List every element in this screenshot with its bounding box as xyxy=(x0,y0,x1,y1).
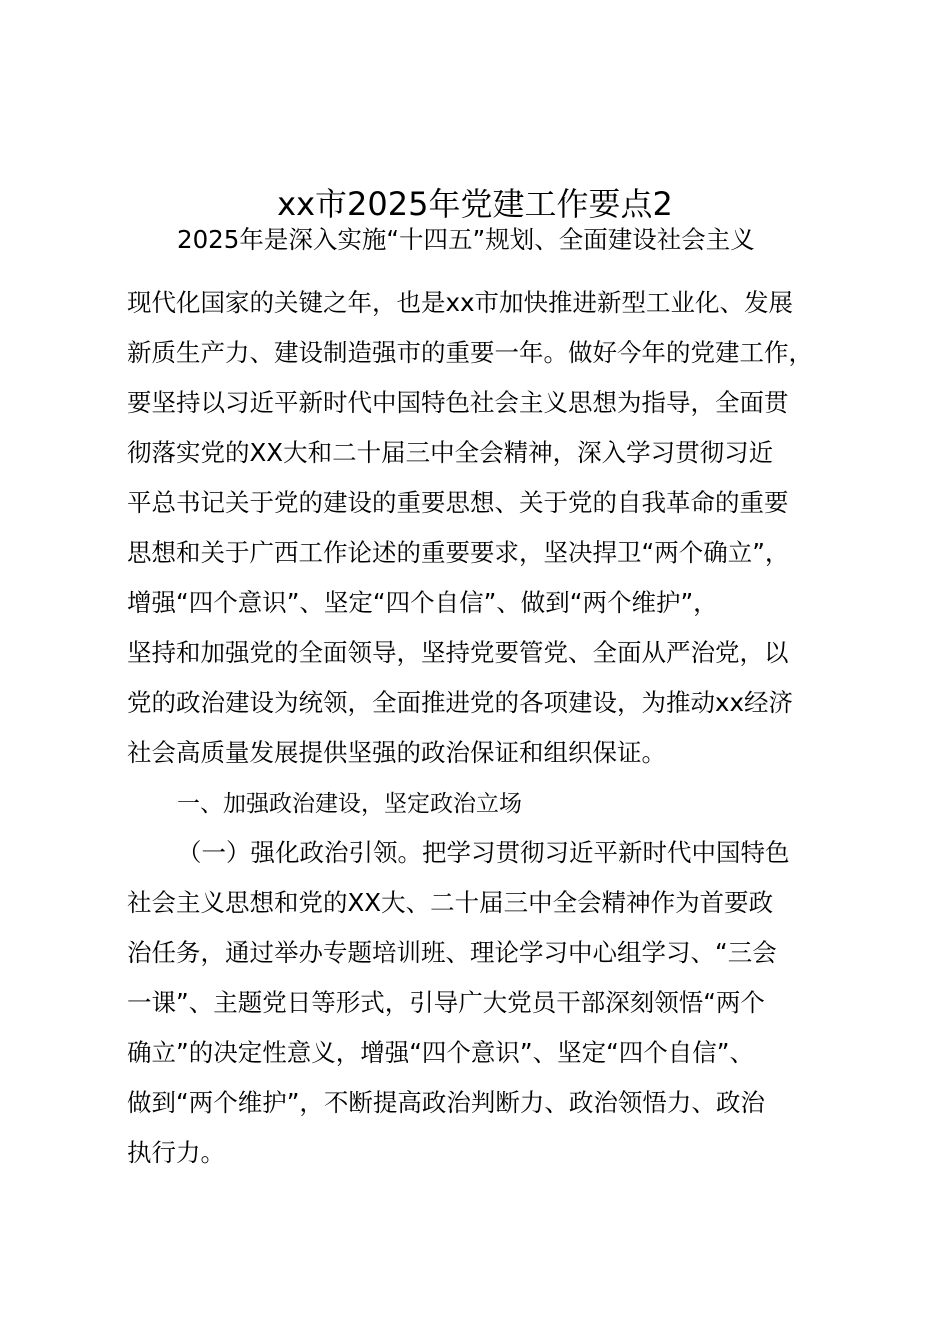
document-title: xx市2025年党建工作要点2 xyxy=(277,185,673,223)
paragraph-line: 要坚持以习近平新时代中国特色社会主义思想为指导，全面贯 xyxy=(127,388,789,417)
paragraph-line: 思想和关于广西工作论述的重要要求，坚决捍卫“两个确立”， xyxy=(127,538,790,567)
paragraph-line: 2025年是深入实施“十四五”规划、全面建设社会主义 xyxy=(177,225,755,254)
paragraph-line: 彻落实党的XX大和二十届三中全会精神，深入学习贯彻习近 xyxy=(127,438,774,467)
paragraph-line: 坚持和加强党的全面领导，坚持党要管党、全面从严治党，以 xyxy=(127,638,789,667)
paragraph-line: 增强“四个意识”、坚定“四个自信”、做到“两个维护”， xyxy=(127,588,718,617)
paragraph-line: 确立”的决定性意义，增强“四个意识”、坚定“四个自信”、 xyxy=(127,1038,754,1067)
paragraph-line: 平总书记关于党的建设的重要思想、关于党的自我革命的重要 xyxy=(127,488,789,517)
paragraph-line: 社会主义思想和党的XX大、二十届三中全会精神作为首要政 xyxy=(127,888,774,917)
paragraph-line: 新质生产力、建设制造强市的重要一年。做好今年的党建工作， xyxy=(127,338,813,367)
paragraph-line: 治任务，通过举办专题培训班、理论学习中心组学习、“三会 xyxy=(127,938,777,967)
paragraph-line: 执行力。 xyxy=(127,1138,225,1167)
paragraph-line: 一课”、主题党日等形式，引导广大党员干部深刻领悟“两个 xyxy=(127,988,765,1017)
paragraph-line: 现代化国家的关键之年，也是xx市加快推进新型工业化、发展 xyxy=(127,288,793,317)
paragraph-line: 社会高质量发展提供坚强的政治保证和组织保证。 xyxy=(127,738,666,767)
paragraph-line: 党的政治建设为统领，全面推进党的各项建设，为推动xx经济 xyxy=(127,688,793,717)
paragraph-line: 做到“两个维护”，不断提高政治判断力、政治领悟力、政治 xyxy=(127,1088,765,1117)
paragraph-line: （一）强化政治引领。把学习贯彻习近平新时代中国特色 xyxy=(177,838,790,867)
section-heading: 一、加强政治建设，坚定政治立场 xyxy=(177,791,522,817)
